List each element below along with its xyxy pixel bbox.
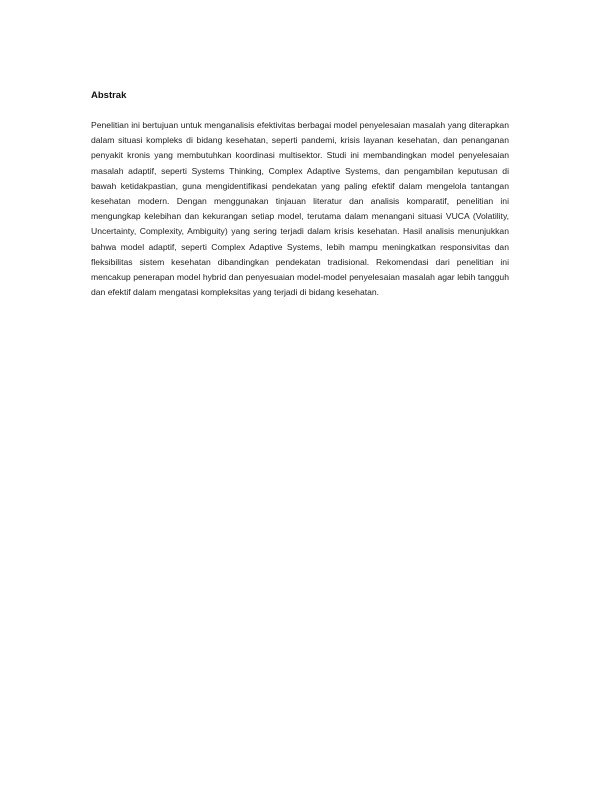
abstract-section [91,90,509,300]
abstract-paragraph: Penelitian ini bertujuan untuk menganalisis efektivitas berbagai model penyelesaian masalah yang diterapkan dalam situasi kompleks di bidang kesehatan, seperti pandemi, krisis layanan kesehatan, dan penanganan penyakit kronis yang membutuhkan koordinasi multisektor. Studi ini membandingkan model penyelesaian masalah adaptif, seperti Systems Thinking, Complex Adaptive Systems, dan pengambilan keputusan di bawah ketidakpastian, guna mengidentifikasi pendekatan yang paling efektif dalam mengelola tantangan kesehatan modern. Dengan menggunakan tinjauan literatur dan analisis komparatif, penelitian ini mengungkap kelebihan dan kekurangan setiap model, terutama dalam menangani situasi VUCA (Volatility, Uncertainty, Complexity, Ambiguity) yang sering terjadi dalam krisis kesehatan. Hasil analisis menunjukkan bahwa model adaptif, seperti Complex Adaptive Systems, lebih mampu meningkatkan responsivitas dan fleksibilitas sistem kesehatan dibandingkan pendekatan tradisional. Rekomendasi dari penelitian ini mencakup penerapan model hybrid dan penyesuaian model-model penyelesaian masalah agar lebih tangguh dan efektif dalam mengatasi kompleksitas yang terjadi di bidang kesehatan. [91,120,509,298]
abstract-heading: Abstrak [91,90,127,101]
